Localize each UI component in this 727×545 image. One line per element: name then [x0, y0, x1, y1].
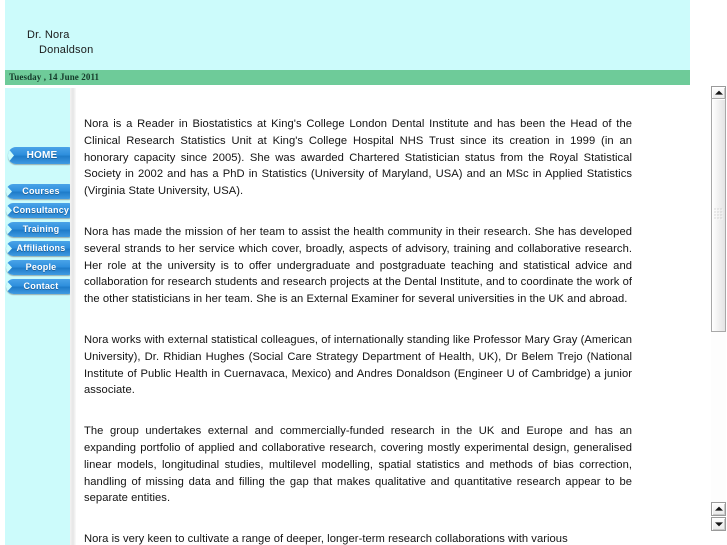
sidebar-item-consultancy[interactable]: Consultancy	[6, 203, 76, 218]
vertical-scrollbar[interactable]	[709, 86, 727, 545]
chevron-up-icon	[715, 507, 723, 511]
paragraph: Nora is very keen to cultivate a range of deeper, longer-term research collaborations with various	[84, 533, 568, 545]
title-line-1: Dr. Nora	[27, 29, 70, 41]
sidebar-item-contact[interactable]: Contact	[6, 279, 76, 294]
scrollbar-grip-icon	[714, 209, 723, 222]
date-bar	[5, 70, 690, 85]
scrollbar-thumb[interactable]	[711, 98, 726, 332]
scroll-up-button-secondary[interactable]	[711, 502, 726, 516]
chevron-down-icon	[715, 522, 723, 526]
paragraph: Nora works with external statistical colleagues, of internationally standing like Professor Mary Gray (American University), Dr. Rhidian Hughes (Social Care Strategy Department of Health, UK), Dr Belem Trejo (National Institute of Public Health in Cuernavaca, Mexico) and Andres Donaldson (Engineer U of Cambridge) a junior associate.	[84, 333, 632, 397]
page-title	[27, 28, 93, 58]
title-line-2: Donaldson	[39, 44, 94, 56]
main-content	[76, 88, 688, 545]
header-banner	[5, 0, 690, 70]
current-date: Tuesday , 14 June 2011	[9, 72, 100, 82]
paragraph: Nora is a Reader in Biostatistics at King's College London Dental Institute and has been the Head of the Clinical Research Statistics Unit at King's College Hospital NHS Trust since its creation in 1999 (in an honorary capacity since 2005). She was awarded Chartered Statistician status from the Royal Statistical Society in 2002 and has a PhD in Statistics (University of Maryland, USA) and an MSc in Applied Statistics (Virginia State University, USA).	[84, 118, 632, 198]
paragraph: The group undertakes external and commercially-funded research in the UK and Europe and has an expanding portfolio of applied and collaborative research, covering mostly experimental design, generalised linear models, longitudinal studies, multilevel modelling, spatial statistics and methods of bias correction, handling of missing data and filling the gap that makes qualitative and quantitative research appear to be separate entities.	[84, 425, 632, 505]
sidebar-item-affiliations[interactable]: Affiliations	[6, 241, 76, 256]
sidebar-item-courses[interactable]: Courses	[6, 184, 76, 199]
sidebar-item-training[interactable]: Training	[6, 222, 76, 237]
sidebar-item-people[interactable]: People	[6, 260, 76, 275]
sidebar	[5, 88, 70, 545]
content-body	[76, 88, 688, 545]
chevron-up-icon	[715, 91, 723, 95]
sidebar-item-home[interactable]: HOME	[8, 147, 76, 164]
scroll-down-button[interactable]	[711, 517, 726, 531]
paragraph: Nora has made the mission of her team to assist the health community in their research. She has developed several strands to her service which cover, broadly, aspects of advisory, training and collaborative research. Her role at the university is to offer undergraduate and postgraduate teaching and statistical advice and collaboration for research students and research projects at the Dental Institute, and to coordinate the work of the other statisticians in her team. She is an External Examiner for several universities in the UK and abroad.	[84, 225, 632, 306]
